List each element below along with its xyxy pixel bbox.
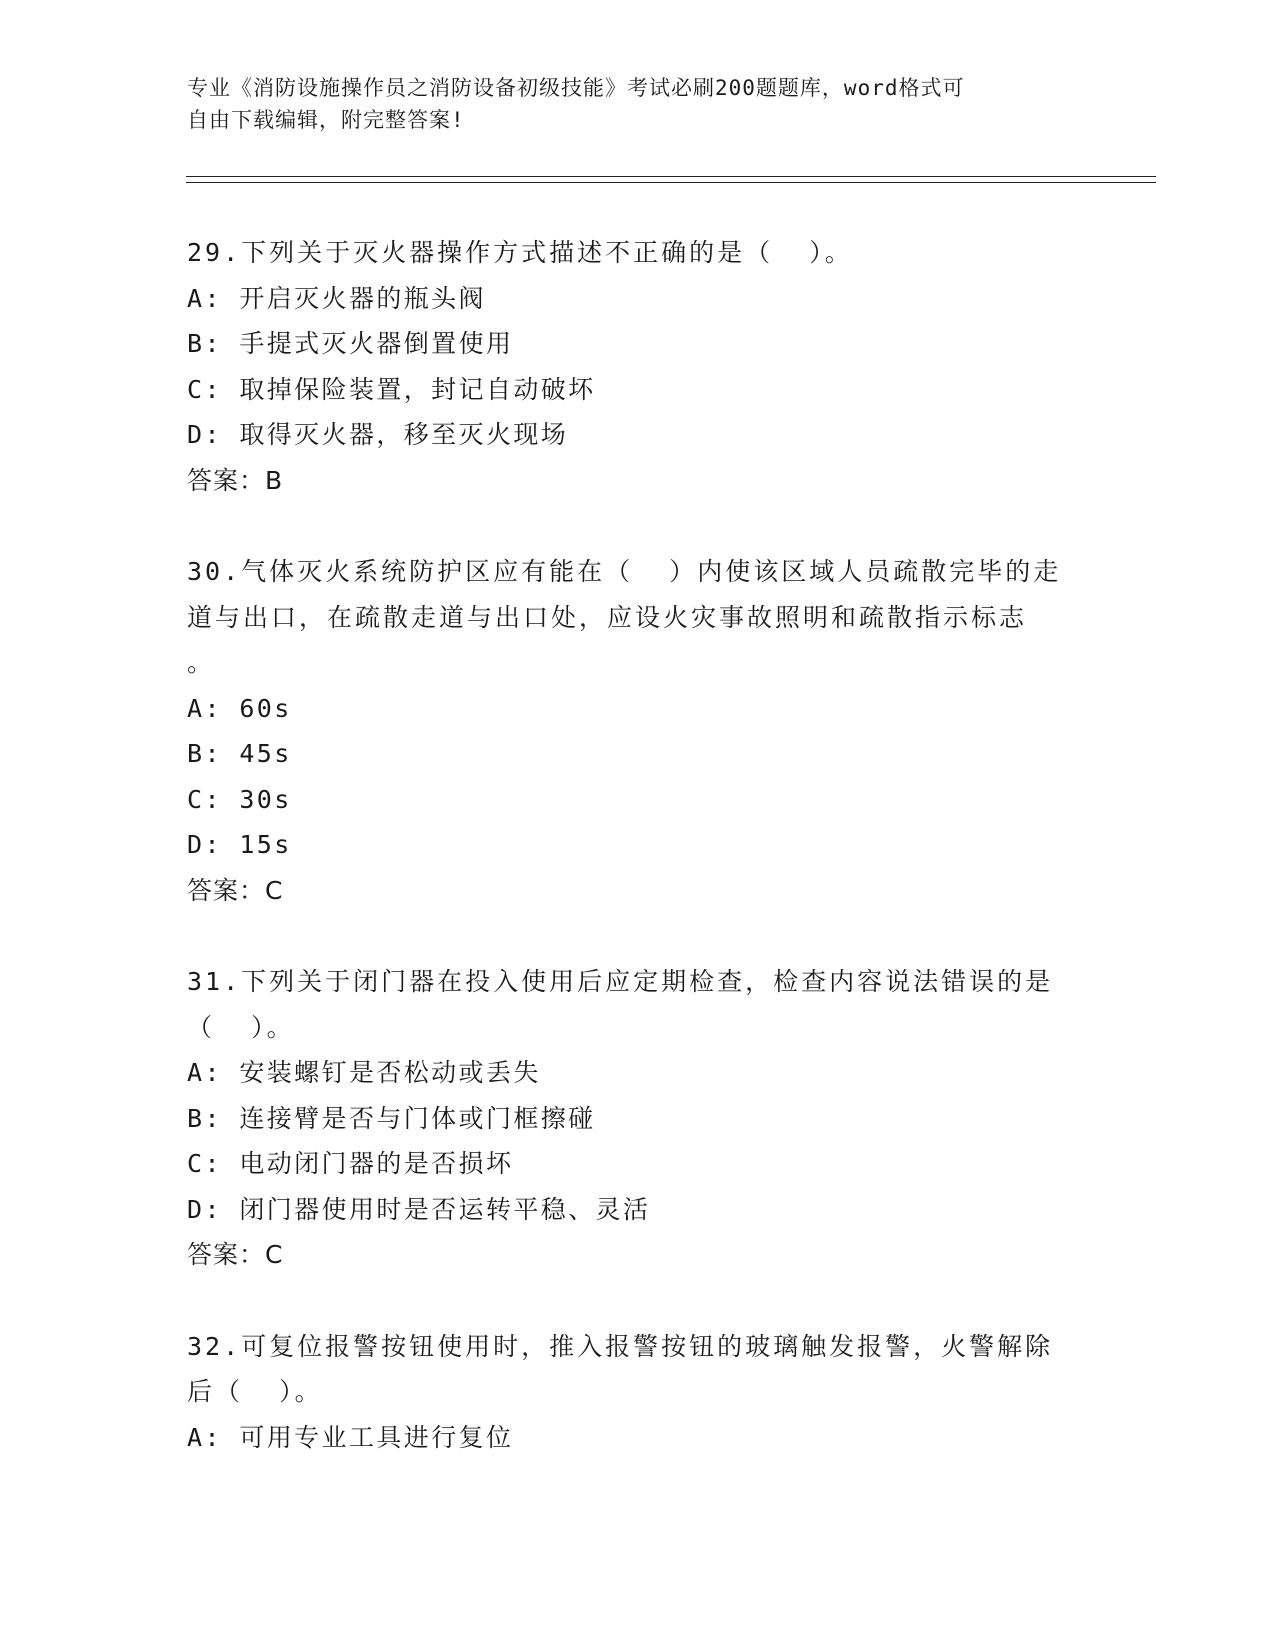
header-rule-top [186, 176, 1156, 177]
answer: 答案：C [187, 875, 284, 905]
question-32 [187, 1324, 1067, 1461]
option-b: B: 连接臂是否与门体或门框擦碰 [187, 1103, 596, 1133]
question-29 [187, 230, 1067, 503]
option-a: A: 可用专业工具进行复位 [187, 1422, 514, 1452]
option-a: A: 60s [187, 693, 292, 723]
question-stem-line-2: 道与出口，在疏散走道与出口处，应设火灾事故照明和疏散指示标志 [187, 602, 1028, 632]
answer: 答案：C [187, 1240, 284, 1269]
option-a: A: 安装螺钉是否松动或丢失 [187, 1058, 541, 1087]
header-title-line-1: 专业《消防设施操作员之消防设备初级技能》考试必刷200题题库，word格式可 [187, 76, 965, 100]
question-stem-line-1: 32.可复位报警按钮使用时，推入报警按钮的玻璃触发报警，火警解除 [187, 1331, 1054, 1361]
option-d: D: 15s [187, 830, 292, 859]
question-31 [187, 959, 1067, 1278]
question-stem-line-2: 后（ ）。 [187, 1377, 323, 1406]
option-b: B: 45s [187, 739, 292, 768]
question-stem-line-1: 30.气体灭火系统防护区应有能在（ ）内使该区域人员疏散完毕的走 [187, 557, 1062, 586]
document-header [187, 72, 1077, 136]
option-b: B: 手提式灭火器倒置使用 [187, 329, 514, 358]
question-30 [187, 549, 1067, 913]
header-rule-bottom [186, 182, 1156, 183]
question-list [187, 230, 1067, 1506]
option-d: D: 取得灭火器，移至灭火现场 [187, 420, 569, 449]
option-c: C: 取掉保险装置，封记自动破坏 [187, 374, 596, 404]
answer: 答案：B [187, 465, 284, 495]
option-a: A: 开启灭火器的瓶头阀 [187, 283, 486, 313]
option-c: C: 30s [187, 784, 292, 814]
option-c: C: 电动闭门器的是否损坏 [187, 1149, 514, 1178]
question-stem-line-2: （ ）。 [187, 1012, 295, 1042]
question-stem-line-1: 31.下列关于闭门器在投入使用后应定期检查，检查内容说法错误的是 [187, 967, 1054, 996]
option-d: D: 闭门器使用时是否运转平稳、灵活 [187, 1194, 651, 1224]
question-stem-line-3: 。 [187, 648, 216, 677]
header-title-line-2: 自由下载编辑，附完整答案! [187, 108, 465, 132]
question-stem: 29.下列关于灭火器操作方式描述不正确的是（ ）。 [187, 238, 853, 267]
